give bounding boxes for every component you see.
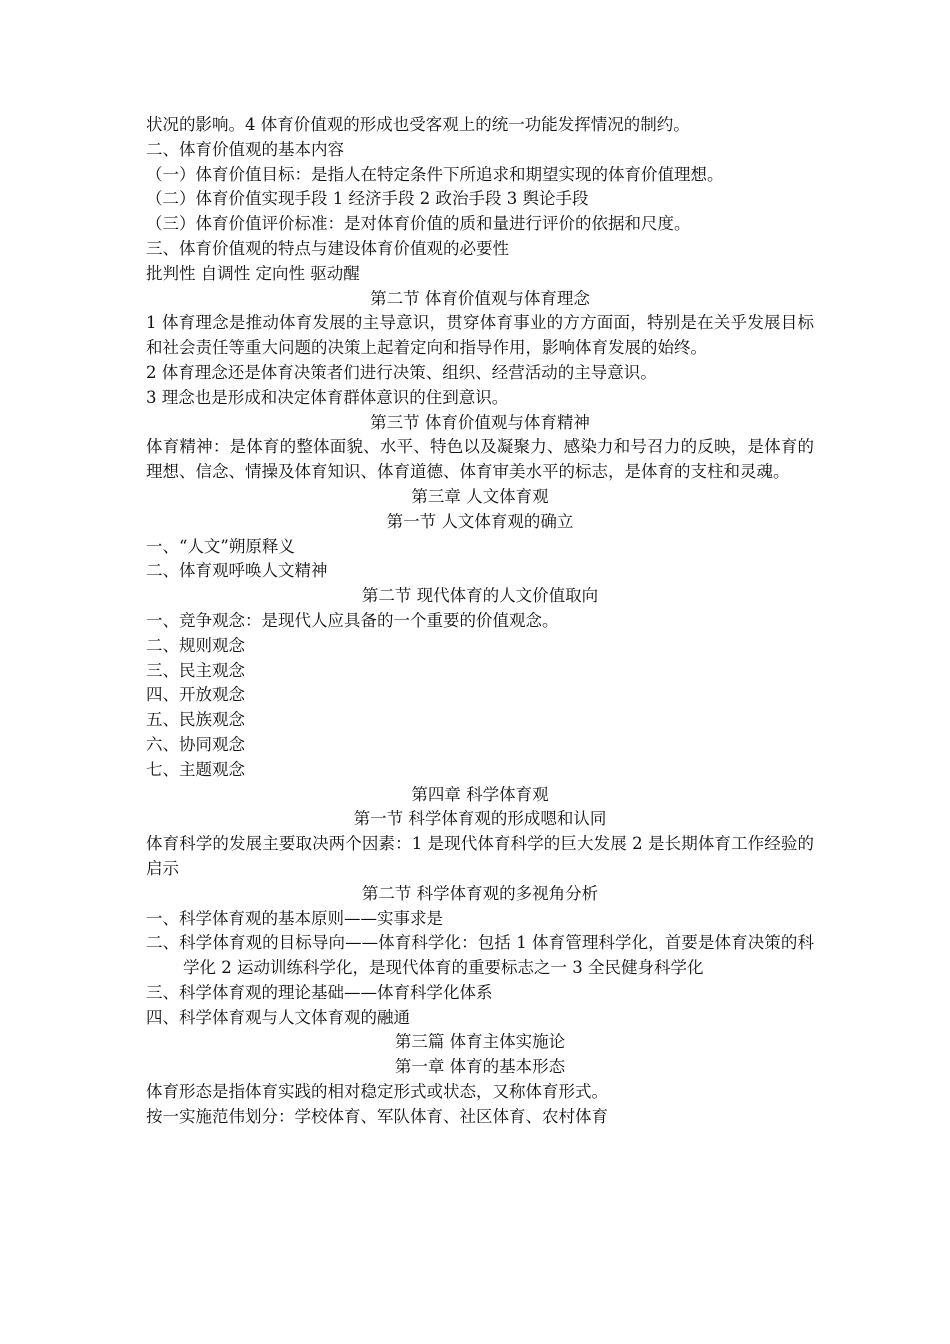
list-item: 一、竞争观念：是现代人应具备的一个重要的价值观念。 xyxy=(146,610,559,630)
document-page xyxy=(146,113,814,1130)
list-item: 四、科学体育观与人文体育观的融通 xyxy=(146,1007,410,1027)
list-item: 一、科学体育观的基本原则——实事求是 xyxy=(146,908,443,928)
paragraph: 体育科学的发展主要取决两个因素：1 是现代体育科学的巨大发展 2 是长期体育工作经验的启示 xyxy=(146,834,814,878)
paragraph: 体育精神：是体育的整体面貌、水平、特色以及凝聚力、感染力和号召力的反映，是体育的理想、信念、情操及体育知识、体育道德、体育审美水平的标志，是体育的支柱和灵魂。 xyxy=(146,437,814,482)
list-item: 六、协同观念 xyxy=(146,734,245,754)
part-title: 第三篇 体育主体实施论 xyxy=(394,1032,566,1052)
text-line: 体育形态是指体育实践的相对稳定形式或状态，又称体育形式。 xyxy=(146,1082,608,1102)
list-item: 四、开放观念 xyxy=(146,685,245,705)
section-title: 第一节 科学体育观的形成嗯和认同 xyxy=(353,809,607,829)
paragraph: 1 体育理念是推动体育发展的主导意识，贯穿体育事业的方方面面，特别是在关乎发展目标和社会责任等重大问题的决策上起着定向和指导作用，影响体育发展的始终。 xyxy=(146,313,814,358)
text-line: （二）体育价值实现手段 1 经济手段 2 政治手段 3 舆论手段 xyxy=(146,189,589,209)
text-line: 状况的影响。4 体育价值观的形成也受客观上的统一功能发挥情况的制约。 xyxy=(146,115,690,134)
list-item: 二、规则观念 xyxy=(146,635,245,655)
text-line: 3 理念也是形成和决定体育群体意识的住到意识。 xyxy=(146,387,509,407)
chapter-title: 第三章 人文体育观 xyxy=(411,486,549,506)
section-title: 第二节 科学体育观的多视角分析 xyxy=(361,883,599,903)
section-title: 第一节 人文体育观的确立 xyxy=(386,511,574,531)
list-item: 二、体育观呼唤人文精神 xyxy=(146,561,328,581)
list-item: 二、科学体育观的目标导向——体育科学化：包括 1 体育管理科学化，首要是体育决策的科学化 2 运动训练科学化，是现代体育的重要标志之一 3 全民健身科学化 xyxy=(146,933,814,978)
text-line: 按一实施范伟划分：学校体育、军队体育、社区体育、农村体育 xyxy=(146,1106,608,1126)
list-item: 三、民主观念 xyxy=(146,660,245,680)
text-line: 批判性 自调性 定向性 驱动醒 xyxy=(146,263,360,283)
list-item: 七、主题观念 xyxy=(146,759,245,779)
section-title: 第三节 体育价值观与体育精神 xyxy=(370,412,590,432)
text-line: （三）体育价值评价标准：是对体育价值的质和量进行评价的依据和尺度。 xyxy=(146,214,691,234)
list-item: 三、科学体育观的理论基础——体育科学化体系 xyxy=(146,982,493,1002)
text-line: （一）体育价值目标：是指人在特定条件下所追求和期望实现的体育价值理想。 xyxy=(146,164,724,184)
section-heading: 三、体育价值观的特点与建设体育价值观的必要性 xyxy=(146,238,509,258)
section-title: 第二节 体育价值观与体育理念 xyxy=(370,288,590,308)
list-item: 一、“人文”朔原释义 xyxy=(146,536,295,556)
section-heading: 二、体育价值观的基本内容 xyxy=(146,139,344,159)
section-title: 第二节 现代体育的人文价值取向 xyxy=(361,586,599,606)
text-line: 2 体育理念还是体育决策者们进行决策、组织、经营活动的主导意识。 xyxy=(146,362,657,382)
chapter-title: 第一章 体育的基本形态 xyxy=(394,1057,566,1077)
chapter-title: 第四章 科学体育观 xyxy=(411,784,549,804)
list-item: 五、民族观念 xyxy=(146,710,245,730)
